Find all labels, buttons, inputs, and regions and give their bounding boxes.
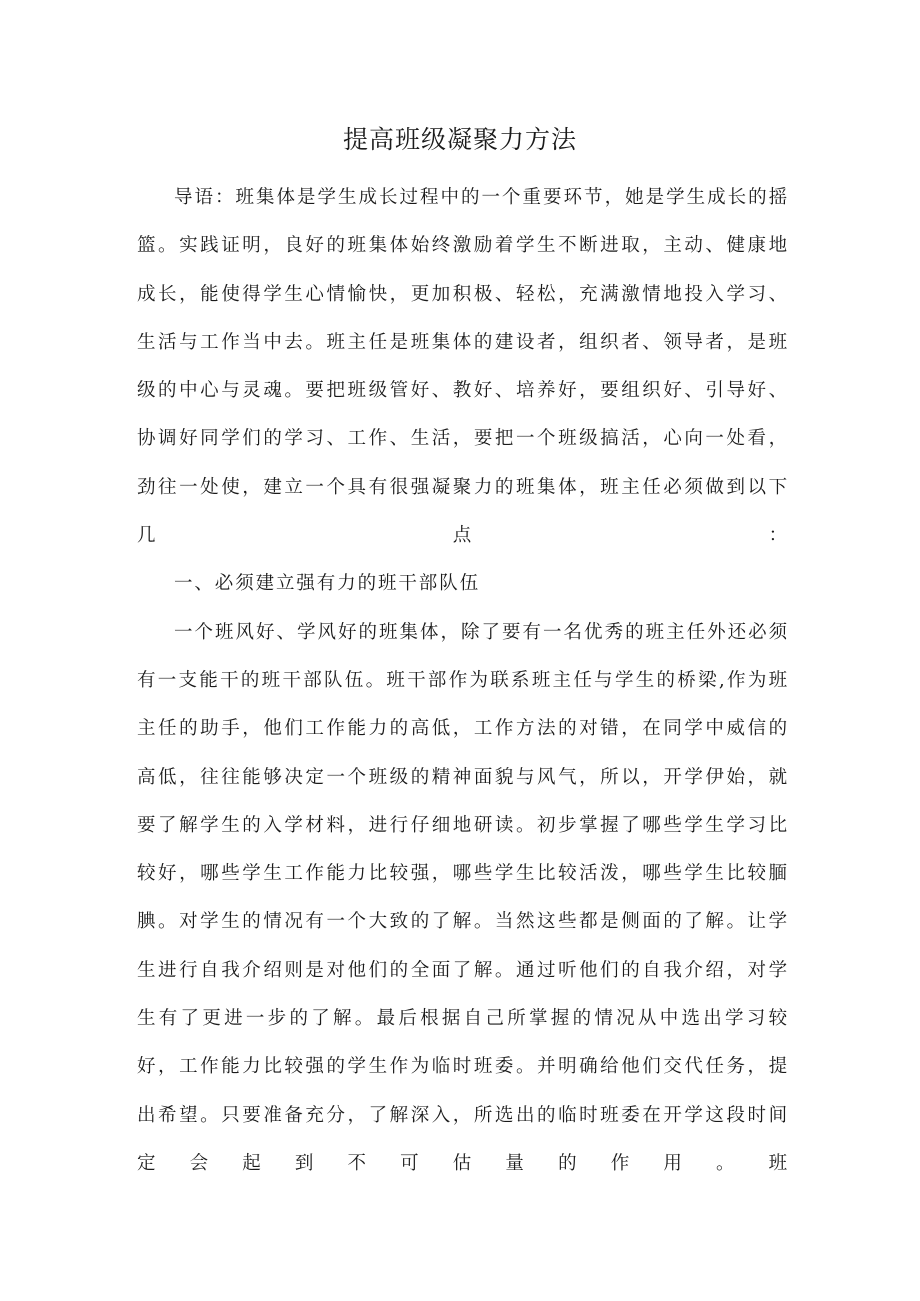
document-title: 提高班级凝聚力方法 <box>342 125 577 154</box>
document-body <box>137 174 789 1188</box>
section-paragraph: 一个班风好、学风好的班集体，除了要有一名优秀的班主任外还必须有一支能干的班干部队伍。班干部作为联系班主任与学生的桥梁,作为班主任的助手，他们工作能力的高低，工作方法的对错，在同学中威信的高低，往往能够决定一个班级的精神面貌与风气，所以，开学伊始，就要了解学生的入学材料，进行仔细地研读。初步掌握了哪些学生学习比较好，哪些学生工作能力比较强，哪些学生比较活泼，哪些学生比较腼腆。对学生的情况有一个大致的了解。当然这些都是侧面的了解。让学生进行自我介绍则是对他们的全面了解。通过听他们的自我介绍，对学生有了更进一步的了解。最后根据自己所掌握的情况从中选出学习较好，工作能力比较强的学生作为临时班委。并明确给他们交代任务，提出希望。只要准备充分，了解深入，所选出的临时班委在开学这段时间定会起到不可估量的作用。班 <box>137 621 789 1174</box>
intro-paragraph: 导语：班集体是学生成长过程中的一个重要环节，她是学生成长的摇篮。实践证明，良好的班集体始终激励着学生不断进取，主动、健康地成长，能使得学生心情愉快，更加积极、轻松，充满激情地投入学习、生活与工作当中去。班主任是班集体的建设者，组织者、领导者，是班级的中心与灵魂。要把班级管好、教好、培养好，要组织好、引导好、协调好同学们的学习、工作、生活，要把一个班级搞活，心向一处看，劲往一处使，建立一个具有很强凝聚力的班集体，班主任必须做到以下几点： <box>137 187 789 547</box>
section-heading: 一、必须建立强有力的班干部队伍 <box>174 573 481 595</box>
